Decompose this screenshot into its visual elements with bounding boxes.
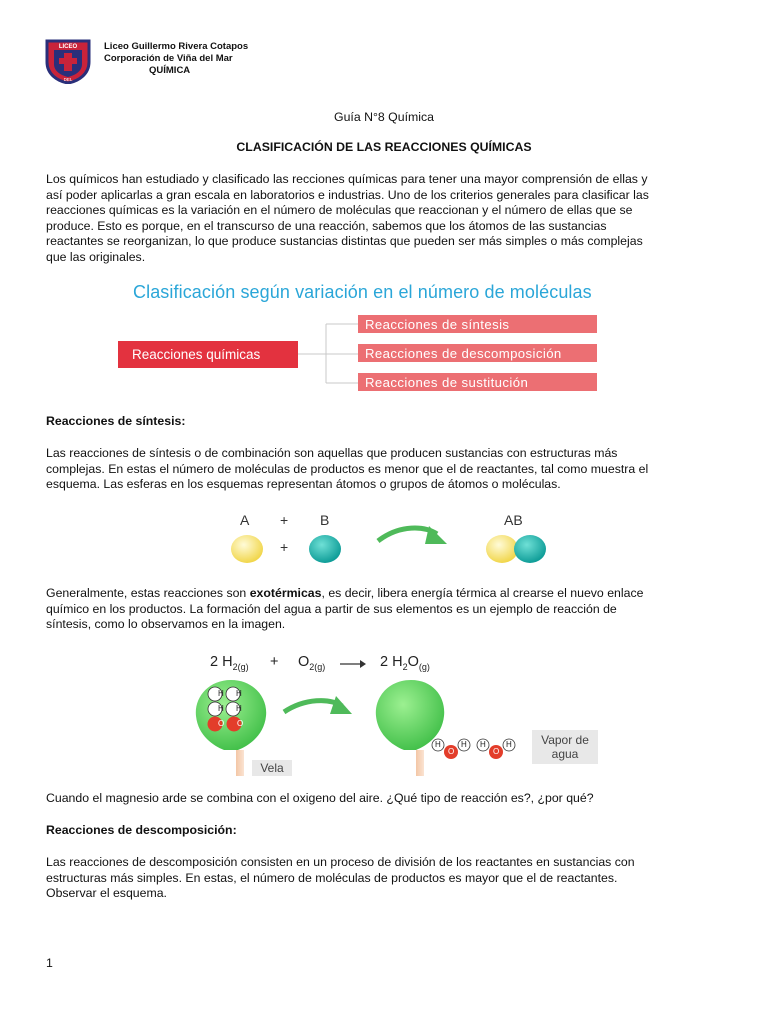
label-b: B [320,512,330,528]
branch-descomposicion: Reacciones de descomposición [358,344,597,362]
atom-label-h: H [218,689,224,698]
synthesis-diagram-graphics [225,520,555,570]
svg-text:LICEO: LICEO [58,44,78,50]
eq-h2o-o: O [407,654,419,670]
eq-plus: + [270,654,279,670]
decomposition-line: Observar el esquema. [46,886,167,901]
synthesis-line: complejas. En estas el número de moléculas de productos es menor que el de reactantes, tal como muestra el [46,461,649,476]
synthesis-line: Las reacciones de síntesis o de combinación son aquellas que producen sustancias con estructuras más [46,446,618,460]
school-logo [44,38,92,84]
synthesis-heading: Reacciones de síntesis: [46,414,186,428]
sphere-a [231,535,263,563]
school-name: Liceo Guillermo Rivera Cotapos [104,41,249,52]
exo-line: síntesis, como lo observamos en la imagen. [46,617,286,632]
page-number: 1 [46,956,53,970]
eq-h2-sub: 2(g) [232,661,249,672]
classification-title: Clasificación según variación en el número de moléculas [133,282,592,302]
sphere-ab-a [486,535,518,563]
atom-letters [190,676,530,780]
decomposition-line: estructuras más simples. En estas, el número de moléculas de productos es mayor que el de reactantes. [46,870,618,885]
atom-label-h: H [506,740,512,749]
plus-bottom: + [280,539,289,555]
atom-label-o: O [218,719,225,728]
eq-h2o-coef: 2 H [380,654,403,670]
atom-label-o: O [448,747,455,756]
atom-label-o: O [493,747,500,756]
branch-sustitucion: Reacciones de sustitución [358,373,597,391]
atom-label-h: H [461,740,467,749]
corporation-name: Corporación de Viña del Mar [104,53,233,64]
eq-o2-sub: 2(g) [309,661,326,672]
synthesis-paragraph [46,446,722,493]
intro-line: reacciones químicas es la variación en el número de moléculas que reaccionan y el número de ellas que se [46,203,633,218]
decomposition-paragraph [46,855,722,902]
atom-label-h: H [435,740,441,749]
exothermic-paragraph [46,586,722,633]
synthesis-line: esquema. Las esferas en los esquemas representan átomos o grupos de átomos o moléculas. [46,477,561,492]
intro-line: produce. Esto es porque, en el transcurso de una reacción, sabemos que los átomos de las sustancias [46,218,607,233]
subject-label: QUÍMICA [149,65,191,76]
label-vela: Vela [252,760,292,776]
sphere-ab-b [514,535,546,563]
intro-line: reactantes se reorganizan, lo que produce sustancias distintas que pueden ser más simples o más complejas [46,234,643,249]
intro-line: Los químicos han estudiado y clasificado las recciones químicas para tener una mayor comprensión de ellas y [46,172,648,186]
sphere-b [309,535,341,563]
label-ab: AB [504,512,523,528]
equation [210,654,460,678]
decomposition-line: Las reacciones de descomposición consisten en un proceso de división de los reactantes en sustancias con [46,855,635,869]
classification-connectors [296,322,360,386]
intro-line: así poder aplicarlas a gran escala en laboratorios e industrias. Uno de los criterios generales para clasificar las [46,187,649,202]
eq-h2o-sub-g: (g) [418,661,430,672]
intro-line: que las originales. [46,249,146,264]
main-title: CLASIFICACIÓN DE LAS REACCIONES QUÍMICAS [236,140,532,154]
intro-paragraph [46,172,722,266]
plus-top: + [280,512,289,528]
equation-arrow [338,656,368,672]
label-vapor-agua: Vapor de agua [532,730,598,764]
reacciones-quimicas-box: Reacciones químicas [118,341,298,368]
svg-text:DEL: DEL [63,77,73,82]
exo-line: químico en los productos. La formación del agua a partir de sus elementos es un ejemplo de reacción de [46,601,617,616]
branch-sintesis: Reacciones de síntesis [358,315,597,333]
guide-title: Guía N°8 Química [334,110,434,124]
eq-h2: 2 H [210,654,233,670]
atom-label-h: H [236,704,242,713]
eq-o2: O [298,654,310,670]
exo-bold: exotérmicas [249,586,322,600]
exo-text: Generalmente, estas reacciones son [46,586,250,600]
exo-text-after: , es decir, libera energía térmica al crearse el nuevo enlace [321,586,644,600]
atom-label-h: H [236,689,242,698]
atom-label-o: O [237,719,244,728]
atom-label-h: H [218,704,224,713]
magnesium-question: Cuando el magnesio arde se combina con el oxigeno del aire. ¿Qué tipo de reacción es?, ¿por qué? [46,791,594,805]
label-a: A [240,512,250,528]
eq-h2o-sub2: 2 [402,661,408,672]
decomposition-heading: Reacciones de descomposición: [46,823,237,837]
atom-label-h: H [480,740,486,749]
